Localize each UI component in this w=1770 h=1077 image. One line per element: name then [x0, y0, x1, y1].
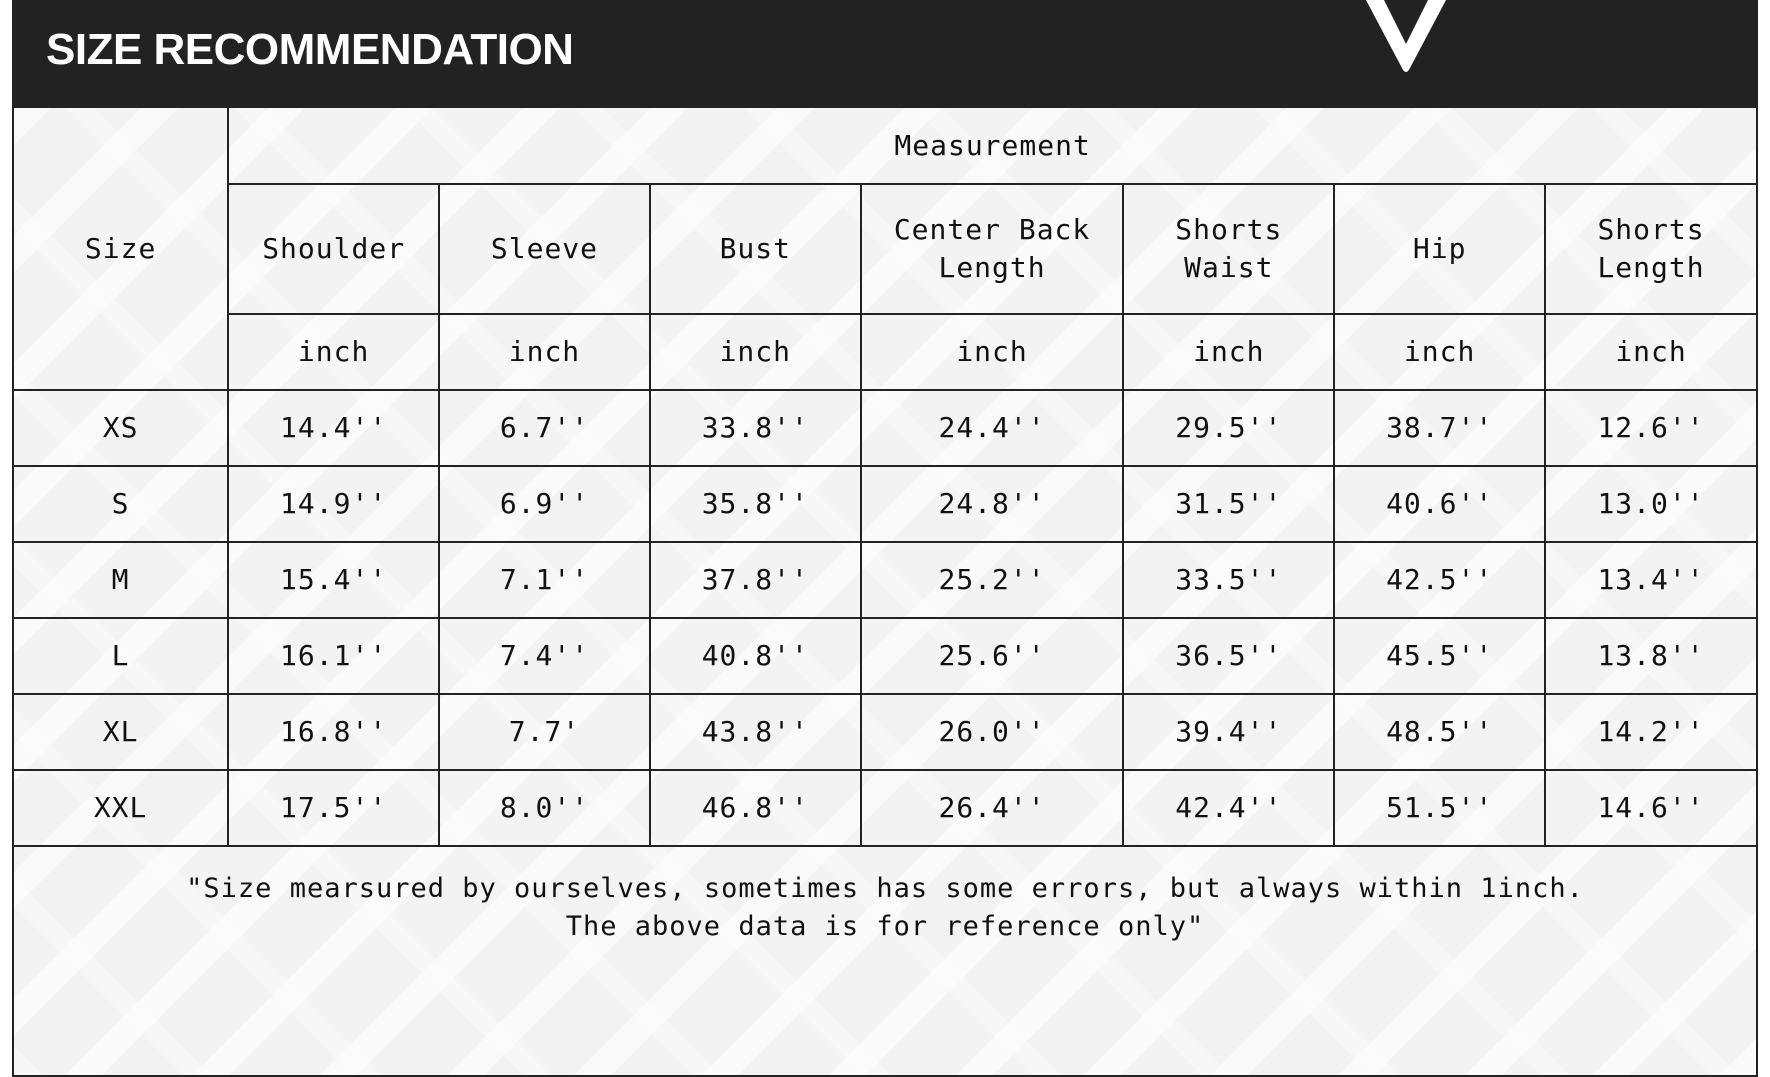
- cell-shoulder: 16.1'': [228, 618, 439, 694]
- cell-shorts-length: 14.2'': [1545, 694, 1756, 770]
- cell-center-back-length: 24.4'': [861, 390, 1124, 466]
- cell-bust: 35.8'': [650, 466, 861, 542]
- unit-row: [14, 314, 1756, 390]
- cell-center-back-length: 25.2'': [861, 542, 1124, 618]
- cell-center-back-length: 24.8'': [861, 466, 1124, 542]
- size-cell: S: [14, 466, 228, 542]
- size-column-header: Size: [14, 108, 228, 390]
- table-row: [14, 466, 1756, 542]
- disclaimer-line-1: "Size mearsured by ourselves, sometimes has some errors, but always within 1inch.: [186, 873, 1584, 904]
- column-unit-hip: inch: [1334, 314, 1545, 390]
- measurement-group-header: Measurement: [228, 108, 1756, 184]
- column-unit-bust: inch: [650, 314, 861, 390]
- cell-sleeve: 7.1'': [439, 542, 650, 618]
- size-cell: XS: [14, 390, 228, 466]
- header-banner: [12, 0, 1758, 108]
- cell-shorts-waist: 39.4'': [1123, 694, 1334, 770]
- cell-shorts-length: 13.0'': [1545, 466, 1756, 542]
- cell-sleeve: 8.0'': [439, 770, 650, 846]
- cell-hip: 38.7'': [1334, 390, 1545, 466]
- cell-shorts-waist: 42.4'': [1123, 770, 1334, 846]
- cell-hip: 48.5'': [1334, 694, 1545, 770]
- cell-center-back-length: 25.6'': [861, 618, 1124, 694]
- cell-bust: 46.8'': [650, 770, 861, 846]
- cell-shoulder: 17.5'': [228, 770, 439, 846]
- cell-hip: 42.5'': [1334, 542, 1545, 618]
- cell-hip: 40.6'': [1334, 466, 1545, 542]
- cell-sleeve: 7.7': [439, 694, 650, 770]
- cell-bust: 33.8'': [650, 390, 861, 466]
- cell-shorts-waist: 31.5'': [1123, 466, 1334, 542]
- size-cell: M: [14, 542, 228, 618]
- size-table-body: [14, 390, 1756, 846]
- column-header-center-back-length: Center Back Length: [861, 184, 1124, 314]
- cell-bust: 40.8'': [650, 618, 861, 694]
- disclaimer-note: [14, 850, 1756, 946]
- chevron-down-icon: [1358, 0, 1454, 80]
- cell-shoulder: 14.4'': [228, 390, 439, 466]
- disclaimer-line-2: The above data is for reference only": [565, 911, 1205, 942]
- cell-bust: 37.8'': [650, 542, 861, 618]
- cell-sleeve: 7.4'': [439, 618, 650, 694]
- table-row: [14, 390, 1756, 466]
- cell-shorts-length: 13.4'': [1545, 542, 1756, 618]
- column-unit-shorts-length: inch: [1545, 314, 1756, 390]
- size-cell: XL: [14, 694, 228, 770]
- cell-shorts-length: 14.6'': [1545, 770, 1756, 846]
- cell-hip: 51.5'': [1334, 770, 1545, 846]
- column-unit-center-back-length: inch: [861, 314, 1124, 390]
- cell-center-back-length: 26.4'': [861, 770, 1124, 846]
- cell-shorts-length: 13.8'': [1545, 618, 1756, 694]
- size-cell: L: [14, 618, 228, 694]
- cell-shorts-waist: 36.5'': [1123, 618, 1334, 694]
- size-table: [14, 108, 1756, 847]
- cell-hip: 45.5'': [1334, 618, 1545, 694]
- size-cell: XXL: [14, 770, 228, 846]
- cell-center-back-length: 26.0'': [861, 694, 1124, 770]
- table-row: [14, 542, 1756, 618]
- cell-sleeve: 6.9'': [439, 466, 650, 542]
- cell-shoulder: 16.8'': [228, 694, 439, 770]
- cell-shorts-waist: 29.5'': [1123, 390, 1334, 466]
- cell-sleeve: 6.7'': [439, 390, 650, 466]
- column-header-sleeve: Sleeve: [439, 184, 650, 314]
- cell-shoulder: 15.4'': [228, 542, 439, 618]
- column-header-shoulder: Shoulder: [228, 184, 439, 314]
- cell-shorts-length: 12.6'': [1545, 390, 1756, 466]
- column-unit-sleeve: inch: [439, 314, 650, 390]
- column-unit-shoulder: inch: [228, 314, 439, 390]
- column-header-hip: Hip: [1334, 184, 1545, 314]
- column-unit-shorts-waist: inch: [1123, 314, 1334, 390]
- table-row: [14, 694, 1756, 770]
- column-header-bust: Bust: [650, 184, 861, 314]
- cell-bust: 43.8'': [650, 694, 861, 770]
- column-header-shorts-length: Shorts Length: [1545, 184, 1756, 314]
- size-chart: [12, 0, 1758, 1077]
- cell-shorts-waist: 33.5'': [1123, 542, 1334, 618]
- size-table-panel: [12, 108, 1758, 1077]
- page-title: SIZE RECOMMENDATION: [46, 25, 574, 74]
- column-label-row: [14, 184, 1756, 314]
- cell-shoulder: 14.9'': [228, 466, 439, 542]
- table-row: [14, 770, 1756, 846]
- table-row: [14, 618, 1756, 694]
- column-header-shorts-waist: Shorts Waist: [1123, 184, 1334, 314]
